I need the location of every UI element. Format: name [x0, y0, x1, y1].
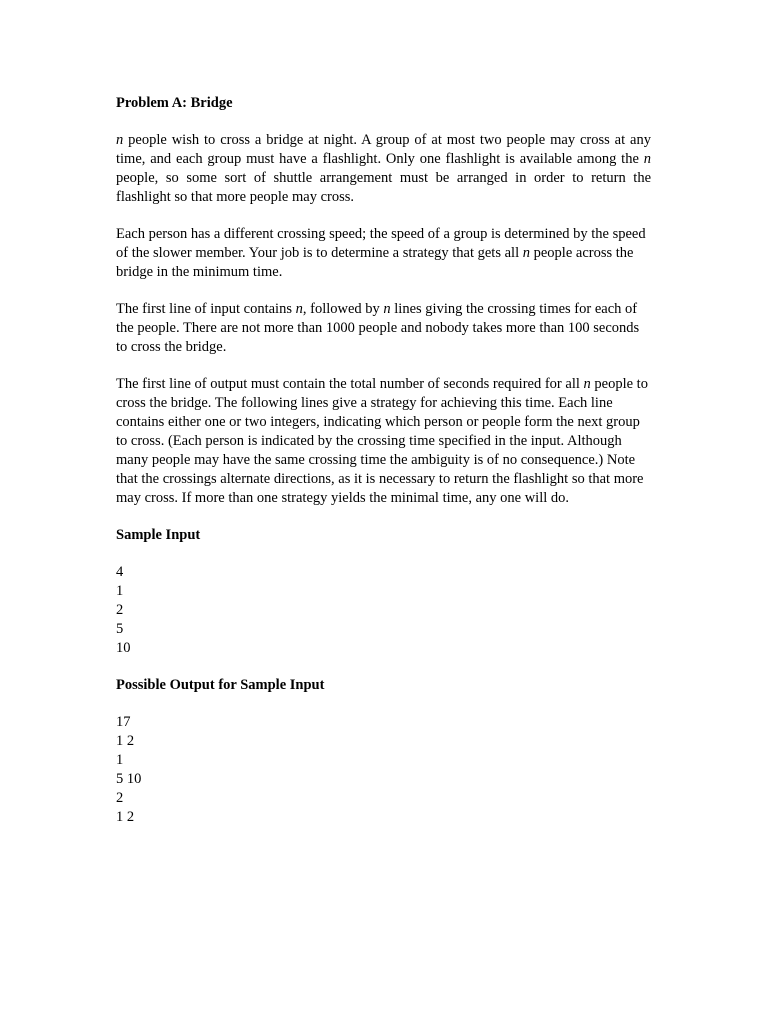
speed-paragraph — [116, 225, 651, 282]
output-text-b: people to cross the bridge. The following lines give a strategy for achieving this time. Each line contains either one or two integers, indicating which person or people form the next group to cross. (Each person is indicated by the crossing time specified in the input. Although many people may have the same crossing time the ambiguity is of no consequence.) Note that the crossings alternate directions, as it is necessary to return the flashlight so that more may cross. If more than one strategy yields the minimal time, any one will do. — [116, 376, 648, 506]
var-n: n — [522, 245, 530, 261]
input-paragraph — [116, 300, 651, 357]
sample-input-line: 5 — [116, 621, 124, 637]
input-text-b: , followed by — [302, 301, 384, 317]
output-text-a: The first line of output must contain the total number of seconds required for all — [116, 376, 584, 392]
sample-input-line: 10 — [116, 640, 131, 656]
input-text-c: lines giving the crossing times for each of the people. There are not more than 1000 people and nobody takes more than 100 seconds to cross the bridge. — [116, 301, 640, 355]
problem-title: Problem A: Bridge — [116, 95, 233, 111]
sample-output-line: 1 — [116, 752, 124, 768]
var-n: n — [116, 132, 124, 148]
var-n: n — [583, 376, 591, 392]
var-n: n — [643, 151, 651, 167]
intro-text-b: people, so some sort of shuttle arrangement must be arranged in order to return the flashlight so that more people may cross. — [116, 170, 651, 205]
var-n: n — [295, 301, 303, 317]
sample-output-line: 5 10 — [116, 771, 142, 787]
sample-output-line: 17 — [116, 714, 131, 730]
sample-output-line: 1 2 — [116, 809, 135, 825]
speed-text-a: Each person has a different crossing speed; the speed of a group is determined by the speed of the slower member. Your job is to determine a strategy that gets all — [116, 226, 646, 261]
intro-paragraph — [116, 131, 651, 207]
intro-text-a: people wish to cross a bridge at night. A group of at most two people may cross at any time, and each group must have a flashlight. Only one flashlight is available among the — [116, 132, 651, 167]
var-n: n — [383, 301, 391, 317]
sample-output-heading: Possible Output for Sample Input — [116, 677, 325, 693]
sample-input-line: 4 — [116, 564, 124, 580]
sample-input-heading: Sample Input — [116, 527, 201, 543]
sample-output-line: 1 2 — [116, 733, 135, 749]
sample-input-block — [116, 563, 651, 658]
sample-input-line: 2 — [116, 602, 124, 618]
sample-input-line: 1 — [116, 583, 124, 599]
sample-output-line: 2 — [116, 790, 124, 806]
output-paragraph — [116, 375, 651, 508]
document-page — [116, 94, 651, 845]
speed-text-b: people across the bridge in the minimum time. — [116, 245, 634, 280]
sample-output-block — [116, 713, 651, 827]
input-text-a: The first line of input contains — [116, 301, 296, 317]
